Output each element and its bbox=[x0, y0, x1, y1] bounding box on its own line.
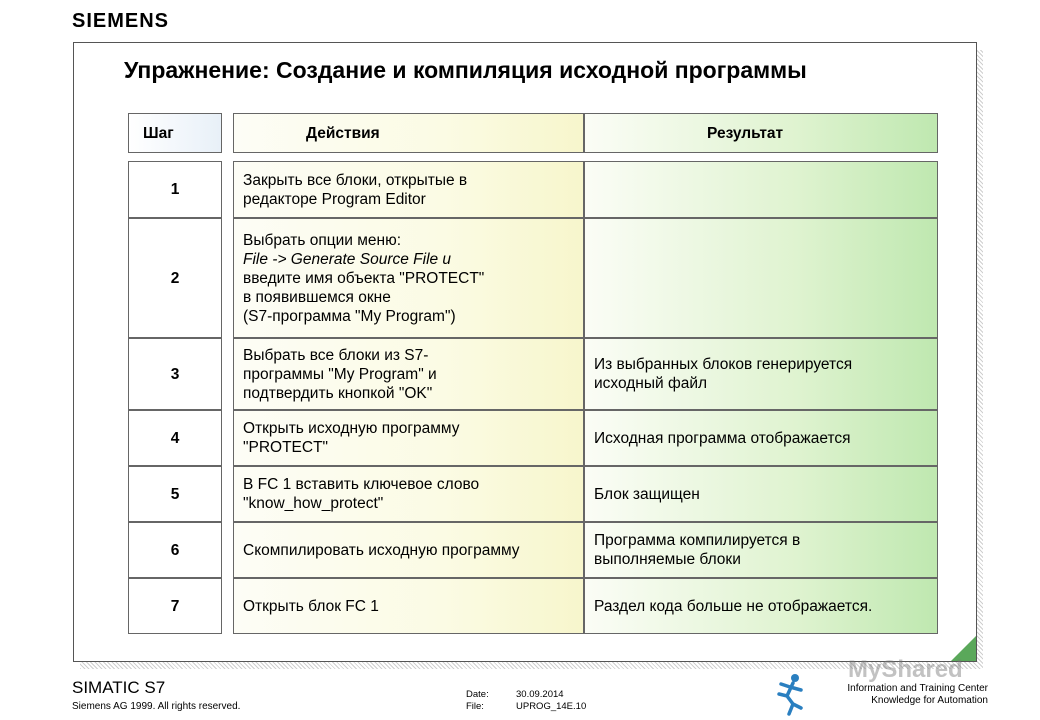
result-line: Программа компилируется в bbox=[594, 532, 801, 549]
copyright: Siemens AG 1999. All rights reserved. bbox=[72, 701, 241, 712]
action-cell bbox=[233, 522, 584, 578]
action-line: В FC 1 вставить ключевое слово bbox=[243, 476, 480, 493]
date-value: 30.09.2014 bbox=[516, 689, 564, 700]
action-text bbox=[243, 475, 479, 513]
step-number: 5 bbox=[170, 485, 180, 503]
result-line: выполняемые блоки bbox=[594, 551, 741, 568]
step-cell bbox=[128, 578, 222, 634]
action-cell bbox=[233, 218, 584, 338]
header-result bbox=[584, 113, 938, 153]
action-line: в появившемся окне bbox=[243, 288, 391, 306]
footer-left bbox=[72, 678, 240, 712]
step-cell bbox=[128, 161, 222, 218]
running-man-icon bbox=[773, 672, 807, 716]
action-text bbox=[243, 231, 484, 326]
header-action-label: Действия bbox=[306, 124, 380, 142]
action-text bbox=[243, 419, 460, 457]
watermark: MyShared bbox=[848, 656, 963, 683]
result-text bbox=[594, 429, 851, 448]
date-label: Date: bbox=[466, 689, 489, 700]
step-cell bbox=[128, 338, 222, 410]
step-cell bbox=[128, 410, 222, 466]
action-cell bbox=[233, 466, 584, 522]
result-line: исходный файл bbox=[594, 375, 708, 392]
step-number: 2 bbox=[170, 269, 180, 287]
action-line: Скомпилировать исходную программу bbox=[243, 541, 520, 559]
action-cell bbox=[233, 410, 584, 466]
action-line: "PROTECT" bbox=[243, 439, 329, 456]
action-line: Открыть блок FC 1 bbox=[243, 597, 379, 615]
action-line: введите имя объекта "PROTECT" bbox=[243, 269, 485, 287]
page-title: Упражнение: Создание и компиляция исходной программы bbox=[124, 57, 807, 83]
result-cell bbox=[584, 466, 938, 522]
result-cell bbox=[584, 218, 938, 338]
slide-frame bbox=[73, 42, 977, 662]
training-center bbox=[847, 683, 988, 707]
action-cell bbox=[233, 338, 584, 410]
action-line: редакторе Program Editor bbox=[243, 190, 426, 208]
step-number: 1 bbox=[170, 181, 180, 198]
product-name: SIMATIC S7 bbox=[72, 678, 166, 697]
action-line: программы "My Program" и bbox=[243, 365, 437, 383]
action-text bbox=[243, 541, 520, 560]
result-text bbox=[594, 355, 852, 393]
action-line: Выбрать все блоки из S7- bbox=[243, 346, 429, 364]
step-number: 4 bbox=[170, 429, 180, 447]
siemens-logo: SIEMENS bbox=[72, 10, 170, 32]
action-line: "know_how_protect" bbox=[243, 495, 384, 512]
action-line: File -> Generate Source File и bbox=[243, 250, 452, 268]
center-line1: Information and Training Center bbox=[847, 683, 988, 694]
action-line: подтвердить кнопкой "OK" bbox=[243, 384, 433, 402]
action-line: Закрыть все блоки, открытые в bbox=[243, 171, 468, 189]
header-result-label: Результат bbox=[707, 124, 784, 142]
result-cell bbox=[584, 522, 938, 578]
step-number: 3 bbox=[170, 365, 180, 383]
step-cell bbox=[128, 466, 222, 522]
file-label: File: bbox=[466, 701, 484, 712]
header-step-label: Шаг bbox=[143, 124, 174, 142]
action-line: Открыть исходную программу bbox=[243, 420, 460, 437]
action-cell bbox=[233, 578, 584, 634]
action-text bbox=[243, 171, 467, 209]
footer-meta bbox=[466, 689, 586, 713]
header-step bbox=[128, 113, 222, 153]
result-cell bbox=[584, 338, 938, 410]
step-cell bbox=[128, 218, 222, 338]
result-line: Из выбранных блоков генерируется bbox=[594, 356, 853, 373]
result-line: Блок защищен bbox=[594, 485, 700, 503]
result-line: Раздел кода больше не отображается. bbox=[594, 597, 873, 615]
action-line: Выбрать опции меню: bbox=[243, 231, 402, 249]
action-text bbox=[243, 597, 379, 616]
result-text bbox=[594, 597, 872, 616]
action-cell bbox=[233, 161, 584, 218]
action-line: (S7-программа "My Program") bbox=[243, 307, 456, 325]
header-action bbox=[233, 113, 584, 153]
center-line2: Knowledge for Automation bbox=[871, 695, 988, 706]
result-cell bbox=[584, 578, 938, 634]
result-cell bbox=[584, 161, 938, 218]
file-value: UPROG_14E.10 bbox=[516, 701, 587, 712]
result-text bbox=[594, 485, 700, 504]
step-number: 6 bbox=[170, 541, 180, 559]
step-number: 7 bbox=[170, 597, 180, 615]
result-cell bbox=[584, 410, 938, 466]
result-text bbox=[594, 531, 800, 569]
action-text bbox=[243, 346, 437, 403]
result-line: Исходная программа отображается bbox=[594, 429, 851, 447]
step-cell bbox=[128, 522, 222, 578]
